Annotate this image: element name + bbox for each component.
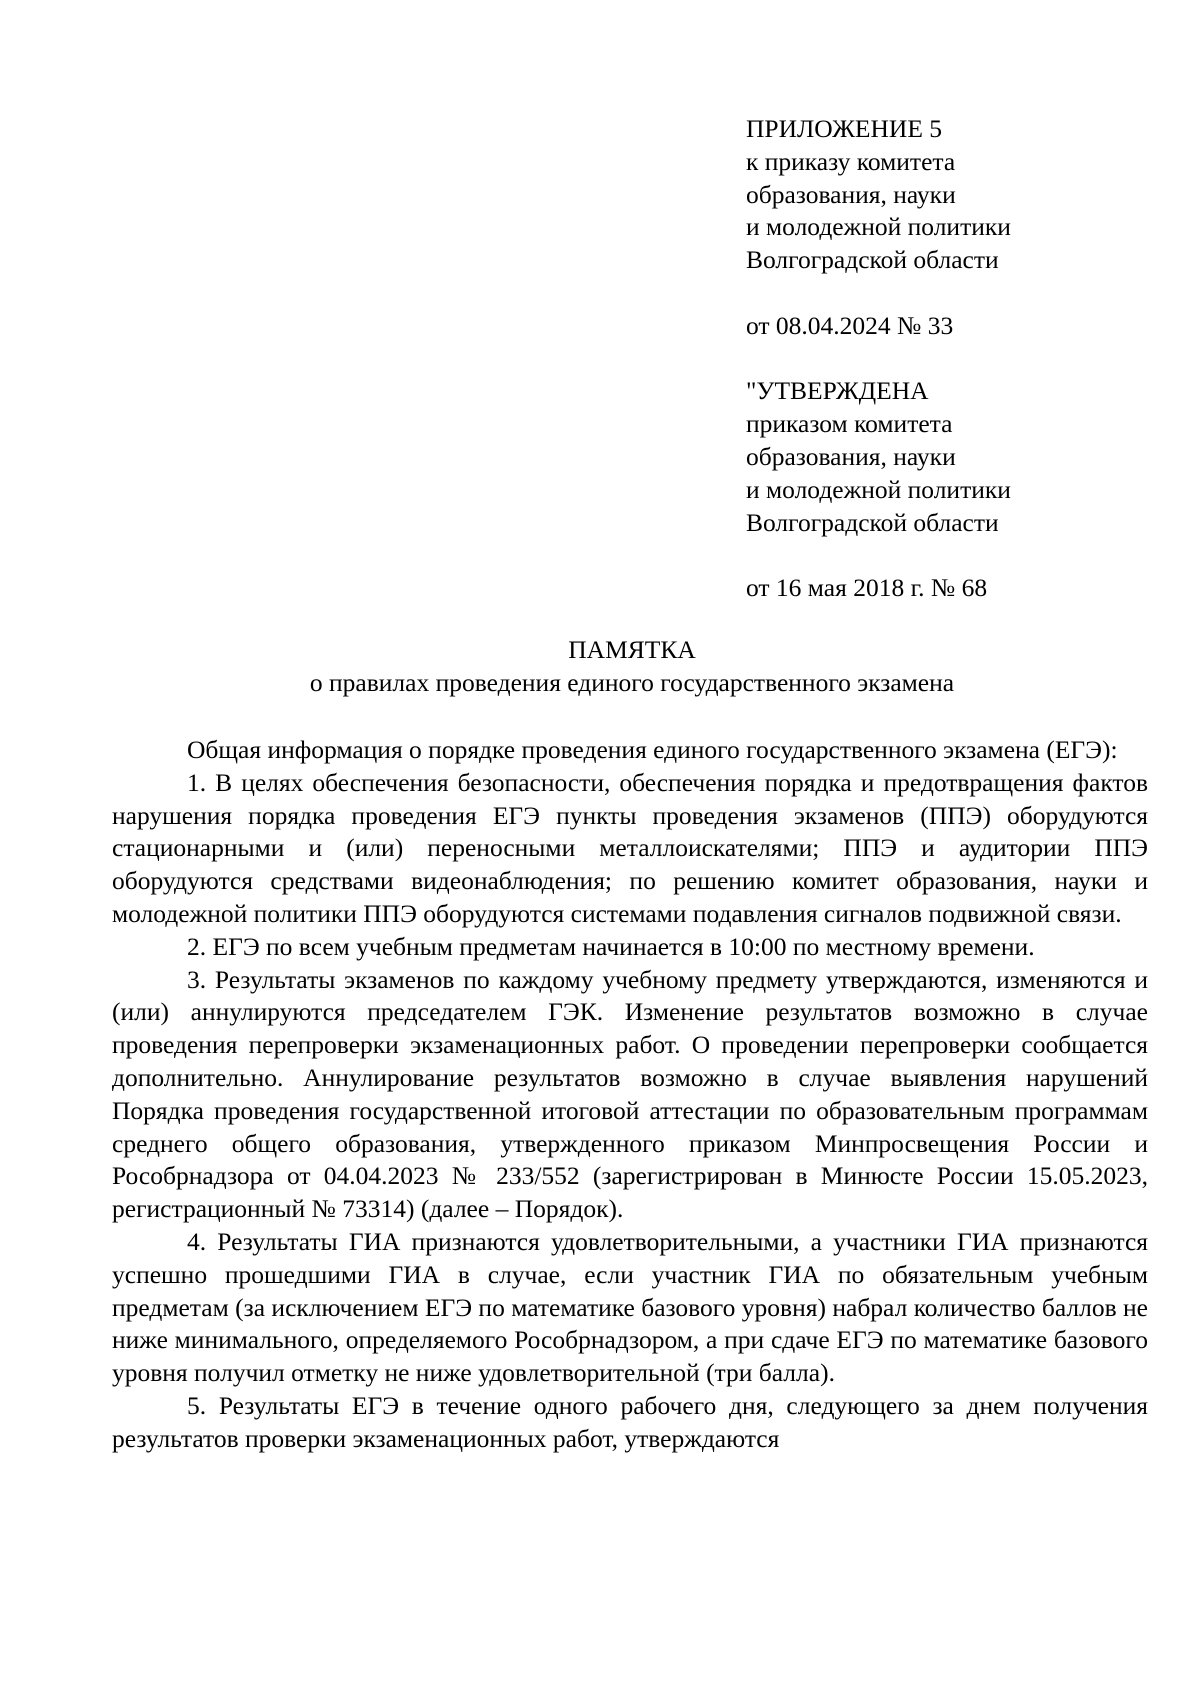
- approved-line: образования, науки: [746, 441, 956, 471]
- appendix-line: к приказу комитета: [746, 146, 956, 176]
- spacer: [746, 277, 1166, 310]
- approved-line: Волгоградской области: [746, 507, 999, 537]
- appendix-header: [746, 113, 1166, 605]
- document-title: ПАМЯТКА: [568, 635, 696, 664]
- paragraph-4: 4. Результаты ГИА признаются удовлетворительными, а участники ГИА признаются успешно прошедшими ГИА в случае, если участник ГИА по обязательным учебным предметам (за исключением ЕГЭ по математике базового уровня) набрал количество баллов не ниже минимального, определяемого Рособрнадзором, а при сдаче ЕГЭ по математике базового уровня получил отметку не ниже удовлетворительной (три балла).: [112, 1226, 1148, 1388]
- paragraph-intro: Общая информация о порядке проведения единого государственного экзамена (ЕГЭ):: [187, 735, 1118, 764]
- document-subtitle: о правилах проведения единого государственного экзамена: [309, 668, 955, 697]
- approved-line: "УТВЕРЖДЕНА: [746, 376, 929, 406]
- document-title-block: [0, 633, 1200, 699]
- appendix-line: и молодежной политики: [746, 212, 1011, 242]
- appendix-line: Волгоградской области: [746, 245, 999, 275]
- paragraph-3: 3. Результаты экзаменов по каждому учебному предмету утверждаются, изменяются и (или) аннулируются председателем ГЭК. Изменение результатов возможно в случае проведения перепроверки экзаменационных работ. О проведении перепроверки сообщается дополнительно. Аннулирование результатов возможно в случае выявления нарушений Порядка проведения государственной итоговой аттестации по образовательным программам среднего общего образования, утвержденного приказом Минпросвещения России и Рособрнадзора от 04.04.2023 № 233/552 (зарегистрирован в Минюсте России 15.05.2023, регистрационный № 73314) (далее – Порядок).: [112, 964, 1148, 1224]
- appendix-order: от 08.04.2024 № 33: [746, 310, 954, 340]
- approved-line: приказом комитета: [746, 409, 953, 439]
- approved-line: и молодежной политики: [746, 474, 1011, 504]
- appendix-line: образования, науки: [746, 179, 956, 209]
- paragraph-2: 2. ЕГЭ по всем учебным предметам начинается в 10:00 по местному времени.: [187, 931, 1035, 961]
- document-body: [112, 734, 1148, 1456]
- paragraph-1: 1. В целях обеспечения безопасности, обеспечения порядка и предотвращения фактов нарушения порядка проведения ЕГЭ пункты проведения экзаменов (ППЭ) оборудуются стационарными и (или) переносными металлоискателями; ППЭ и аудитории ППЭ оборудуются средствами видеонаблюдения; по решению комитет образования, науки и молодежной политики ППЭ оборудуются системами подавления сигналов подвижной связи.: [112, 767, 1148, 928]
- spacer: [746, 343, 1166, 376]
- appendix-line: ПРИЛОЖЕНИЕ 5: [746, 114, 943, 143]
- paragraph-5: 5. Результаты ЕГЭ в течение одного рабочего дня, следующего за днем получения результатов проверки экзаменационных работ, утверждаются: [112, 1390, 1148, 1453]
- approved-order: от 16 мая 2018 г. № 68: [746, 573, 988, 603]
- spacer: [746, 539, 1166, 572]
